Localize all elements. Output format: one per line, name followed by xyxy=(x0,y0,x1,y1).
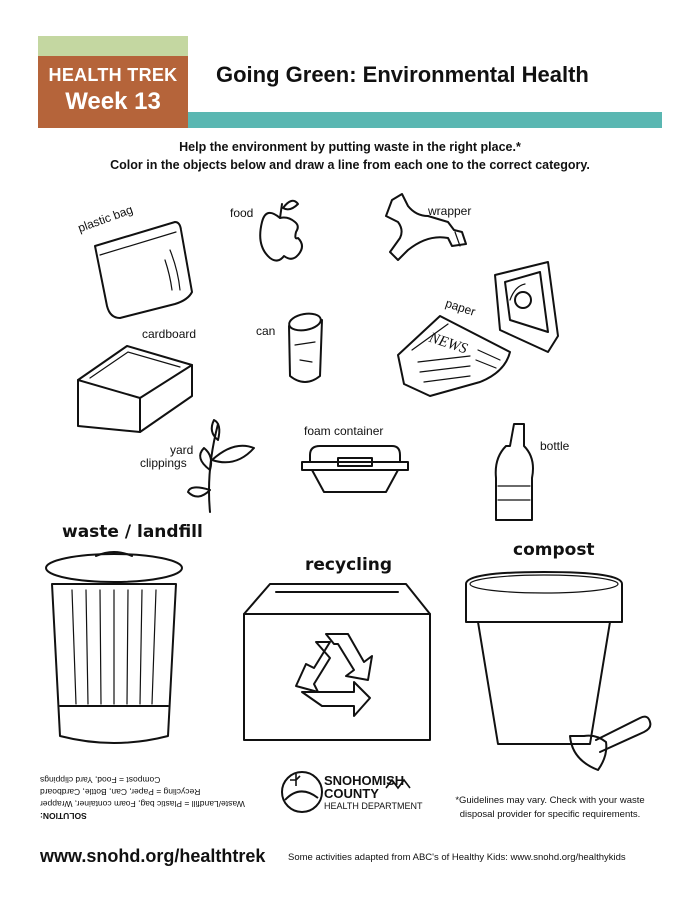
label-can: can xyxy=(256,324,276,338)
logo-line1: SNOHOMISH xyxy=(324,773,405,788)
label-bottle: bottle xyxy=(540,439,570,453)
footnote xyxy=(436,794,664,822)
badge-line2: Week 13 xyxy=(65,88,161,115)
newspaper-icon xyxy=(398,262,558,396)
recycling-bin-icon xyxy=(244,584,430,740)
instructions-line2: Color in the objects below and draw a line from each one to the correct category. xyxy=(110,158,590,172)
plastic-bag-icon xyxy=(95,222,192,318)
label-paper: paper xyxy=(443,296,478,319)
apple-icon xyxy=(260,201,302,261)
label-cardboard: cardboard xyxy=(142,327,197,341)
label-plastic-bag: plastic bag xyxy=(76,202,135,236)
footnote-line1: *Guidelines may vary. Check with your waste xyxy=(455,795,645,806)
footnote-line2: disposal provider for specific requirements. xyxy=(459,809,641,820)
flower-pot-icon xyxy=(466,572,622,744)
footer-credit: Some activities adapted from ABC's of Healthy Kids: www.snohd.org/healthykids xyxy=(288,852,626,863)
label-wrapper: wrapper xyxy=(428,204,472,218)
category-waste-landfill: waste / landfill xyxy=(62,522,203,542)
solution-heading: SOLUTION: xyxy=(40,811,87,821)
solution-line2: Recycling = Paper, Can, Bottle, Cardboard xyxy=(40,787,201,797)
leaf-branch-icon xyxy=(188,420,254,512)
can-icon xyxy=(288,311,322,382)
page-title: Going Green: Environmental Health xyxy=(216,62,589,87)
cardboard-box-icon xyxy=(78,346,192,432)
label-food: food xyxy=(230,206,254,220)
badge-line1: HEALTH TREK xyxy=(48,65,178,85)
solution-block xyxy=(40,760,258,822)
label-clippings: clippings xyxy=(140,456,187,470)
solution-line3: Compost = Food, Yard clippings xyxy=(40,775,161,785)
category-compost: compost xyxy=(513,540,595,560)
wrapper-icon xyxy=(386,194,466,260)
label-yard: yard xyxy=(170,443,194,457)
instructions-line1: Help the environment by putting waste in the right place.* xyxy=(179,140,521,154)
category-recycling: recycling xyxy=(305,555,393,575)
solution-line1: Waste/Landfill = Plastic bag, Foam container, Wrapper xyxy=(40,799,245,809)
logo-text xyxy=(324,774,423,813)
logo-line2: COUNTY xyxy=(324,786,379,801)
label-foam-container: foam container xyxy=(304,424,384,438)
trash-can-icon xyxy=(46,552,182,743)
footer-url[interactable]: www.snohd.org/healthtrek xyxy=(40,846,266,866)
bottle-icon xyxy=(496,424,533,520)
foam-container-icon xyxy=(302,446,408,492)
logo-line3: HEALTH DEPARTMENT xyxy=(324,801,423,811)
newspaper-headline: NEWS xyxy=(427,330,470,358)
recycle-symbol-icon xyxy=(296,634,372,716)
